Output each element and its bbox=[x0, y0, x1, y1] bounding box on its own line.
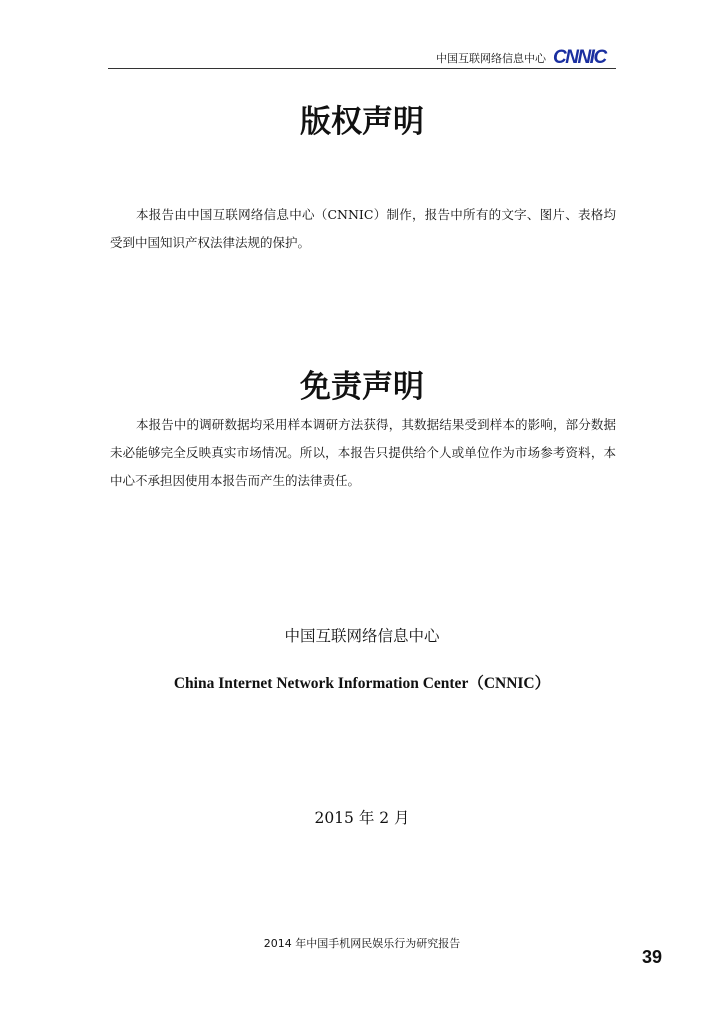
page-number: 39 bbox=[642, 947, 663, 967]
copyright-text: 本报告由中国互联网络信息中心（CNNIC）制作，报告中所有的文字、图片、表格均受到中国知识产权法律法规的保护。 bbox=[110, 207, 616, 250]
footer-report-title: 2014 年中国手机网民娱乐行为研究报告 bbox=[263, 937, 461, 950]
header-divider bbox=[108, 68, 616, 69]
cnnic-logo: CNNIC bbox=[553, 47, 606, 68]
copyright-title: 版权声明 bbox=[300, 104, 424, 140]
org-name-english: China Internet Network Information Center（CNNIC） bbox=[173, 675, 551, 692]
disclaimer-text: 本报告中的调研数据均采用样本调研方法获得，其数据结果受到样本的影响，部分数据未必能够完全反映真实市场情况。所以，本报告只提供给个人或单位作为市场参考资料，本中心不承担因使用本报告而产生的法律责任。 bbox=[110, 417, 616, 488]
publish-date: 2015 年 2 月 bbox=[314, 809, 410, 827]
header-org-name: 中国互联网络信息中心 bbox=[436, 52, 546, 65]
org-name-chinese: 中国互联网络信息中心 bbox=[284, 627, 440, 645]
disclaimer-title: 免责声明 bbox=[300, 369, 424, 405]
